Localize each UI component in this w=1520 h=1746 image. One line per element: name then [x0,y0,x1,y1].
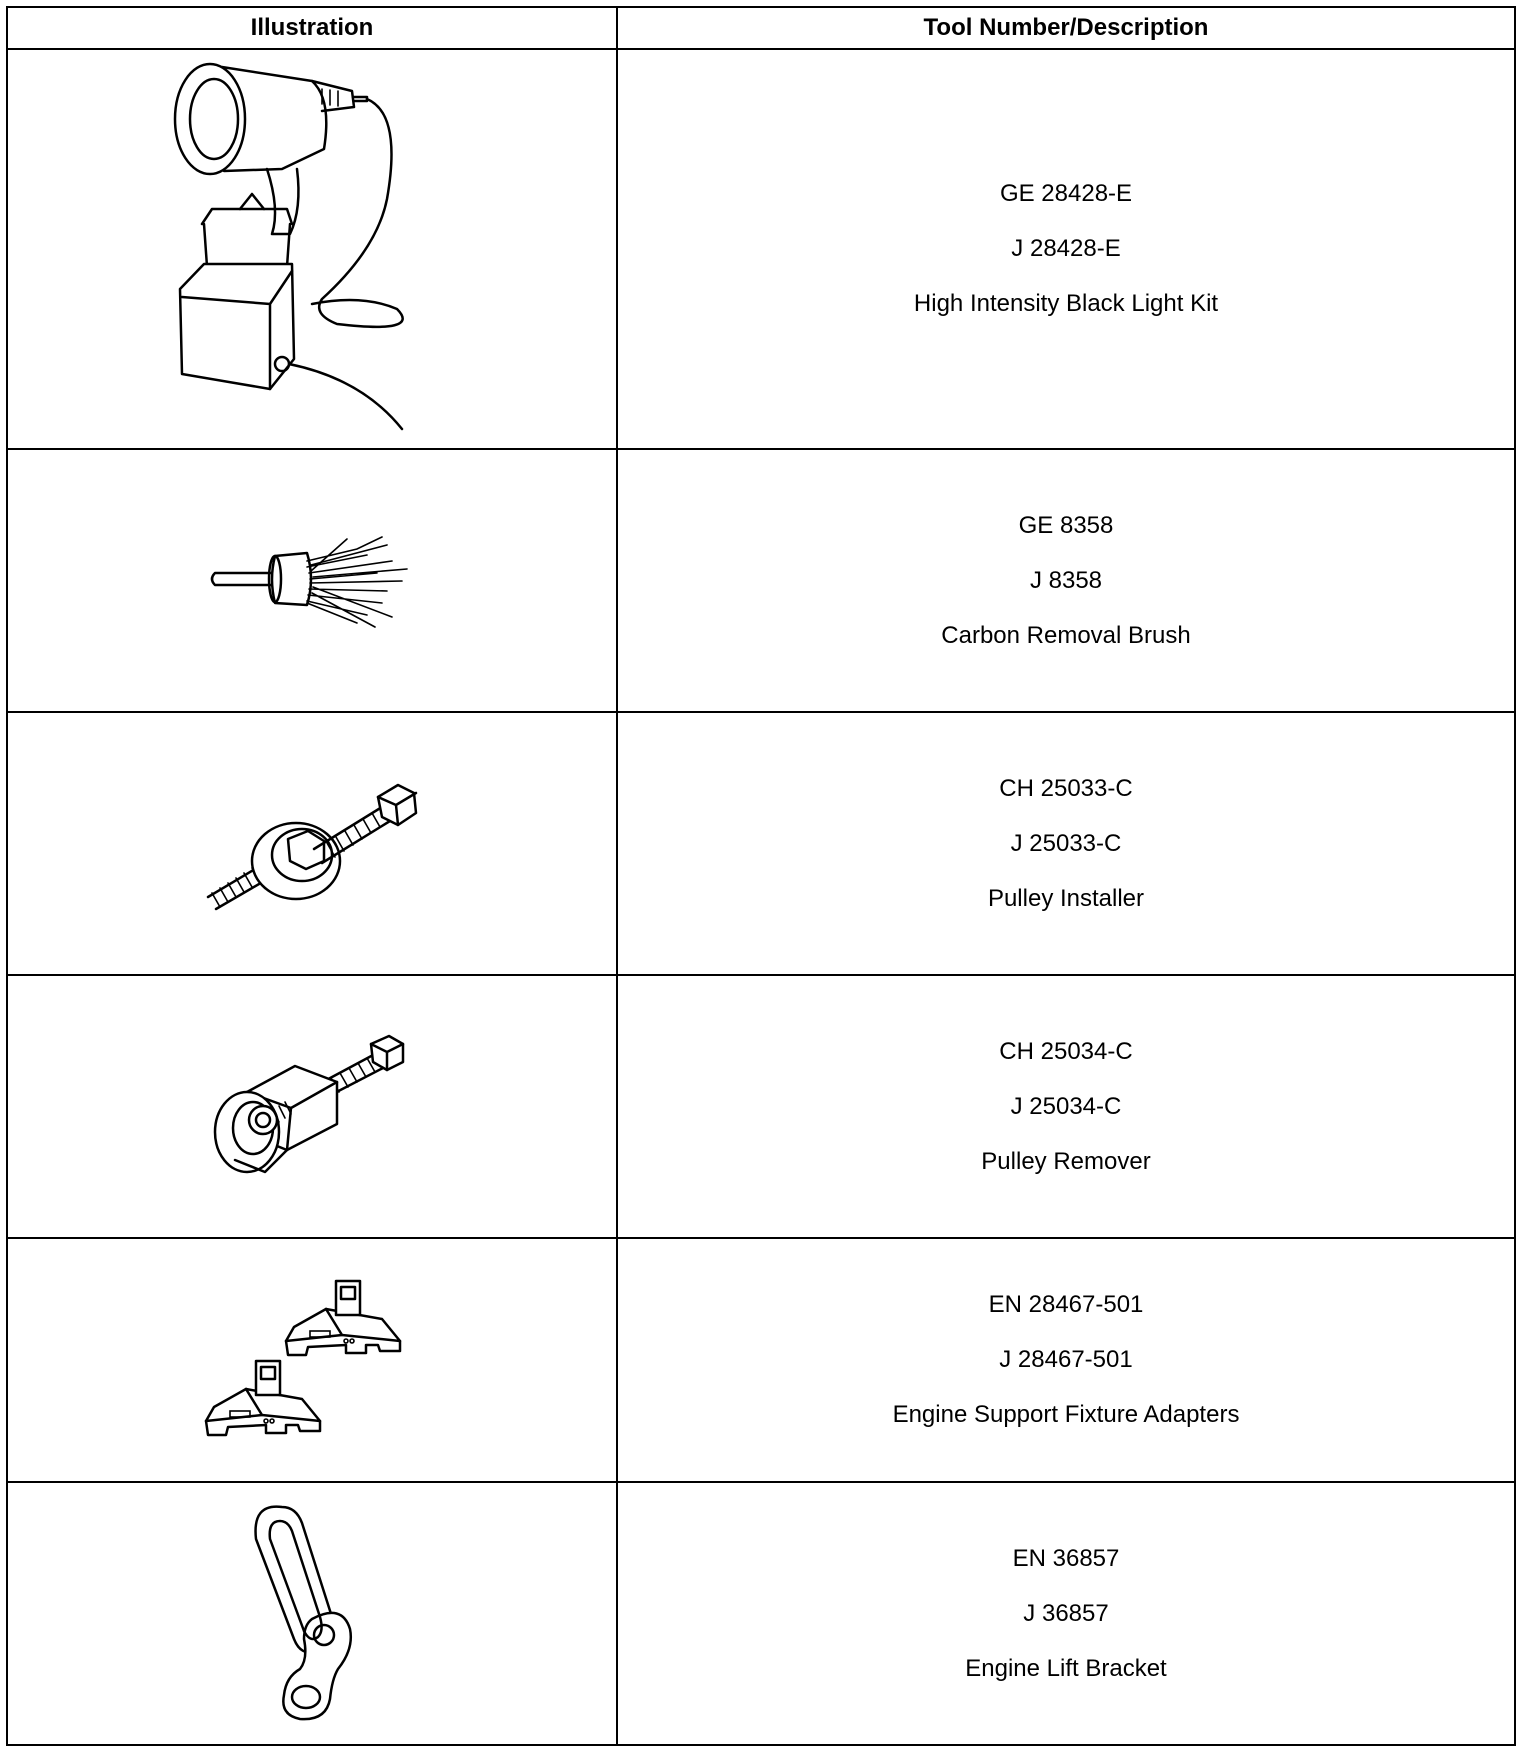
table-row [7,712,1515,975]
tool-number-primary: GE 28428-E [999,180,1133,207]
illustration-cell [7,49,617,449]
tool-description-cell [617,449,1515,712]
table-row [7,1482,1515,1745]
table-row [7,975,1515,1238]
tool-description-cell [617,712,1515,975]
tool-number-primary: EN 36857 [1012,1544,1120,1572]
tool-number-secondary: J 28467-501 [999,1346,1133,1373]
pulley-installer-icon [202,769,422,919]
tool-number-secondary: J 25033-C [1010,829,1122,857]
table-row [7,449,1515,712]
illustration-cell [7,1482,617,1745]
tool-description: Pulley Installer [987,884,1145,912]
lift-bracket-icon [242,1499,382,1729]
tool-description-cell [617,1482,1515,1745]
tool-description: Pulley Remover [981,1147,1151,1175]
tool-description-cell [617,49,1515,449]
table-row [7,1238,1515,1482]
tool-number-primary: GE 8358 [1018,511,1114,539]
tool-description-cell [617,975,1515,1238]
fixture-adapters-icon [202,1275,422,1445]
tool-number-primary: CH 25033-C [999,774,1133,802]
pulley-remover-icon [207,1032,417,1182]
carbon-brush-icon [207,531,417,631]
tool-description-cell [617,1238,1515,1482]
tool-number-secondary: J 28428-E [1011,235,1121,262]
tool-number-primary: CH 25034-C [999,1037,1133,1065]
tool-number-secondary: J 25034-C [1010,1092,1122,1120]
illustration-cell [7,975,617,1238]
tool-number-secondary: J 36857 [1023,1599,1109,1627]
tool-description: High Intensity Black Light Kit [913,290,1219,317]
table-row [7,49,1515,449]
black-light-kit-icon [162,59,462,439]
illustration-cell [7,449,617,712]
tool-description: Engine Lift Bracket [965,1654,1167,1682]
special-tools-table [6,6,1516,1746]
tool-description: Engine Support Fixture Adapters [892,1401,1240,1428]
illustration-cell [7,1238,617,1482]
illustration-header: Illustration [7,7,617,49]
illustration-cell [7,712,617,975]
tool-number-secondary: J 8358 [1029,566,1103,594]
tool-number-primary: EN 28467-501 [988,1291,1144,1318]
tool-description: Carbon Removal Brush [941,621,1191,649]
tool-header: Tool Number/Description [617,7,1515,49]
header-row [7,7,1515,49]
